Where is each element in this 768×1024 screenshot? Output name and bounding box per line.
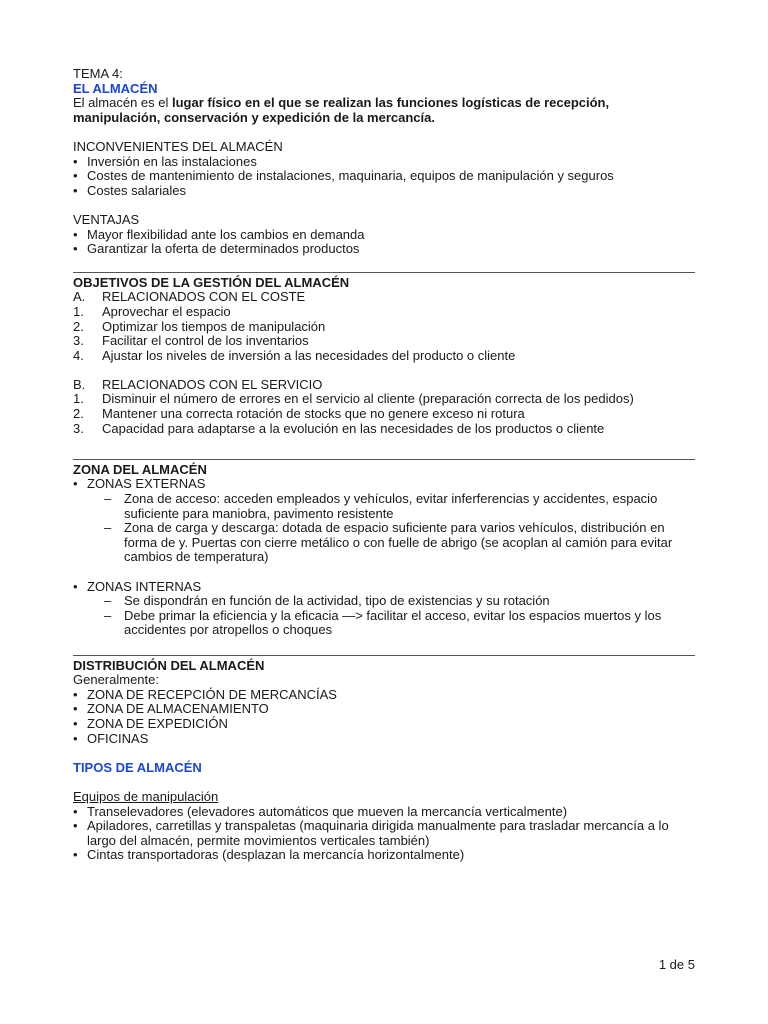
list-item: • Apiladores, carretillas y transpaletas (maquinaria dirigida manualmente para trasladar mercancía a lo largo del almacén, permite movimientos verticales también) [73, 818, 669, 848]
document-page [73, 67, 695, 863]
page-title: EL ALMACÉN [73, 80, 158, 96]
tema-label: TEMA 4: [73, 66, 123, 81]
group-b-label: B. RELACIONADOS CON EL SERVICIO [73, 376, 323, 392]
page-number: 1 de 5 [658, 957, 695, 972]
list-item: • Costes de mantenimiento de instalaciones, maquinaria, equipos de manipulación y seguros [73, 168, 614, 184]
list-item: 3. Facilitar el control de los inventarios [73, 333, 309, 349]
list-item: • ZONA DE EXPEDICIÓN [73, 715, 228, 731]
list-item: • ZONA DE RECEPCIÓN DE MERCANCÍAS [73, 686, 337, 702]
list-item: 3. Capacidad para adaptarse a la evolución en las necesidades de los productos o cliente [73, 420, 605, 436]
list-item: • Transelevadores (elevadores automáticos que mueven la mercancía verticalmente) [73, 803, 568, 819]
list-item: – Debe primar la eficiencia y la eficacia —> facilitar el acceso, evitar los espacios muertos y los accidentes por atropellos o choques [104, 607, 662, 638]
distribucion-heading: DISTRIBUCIÓN DEL ALMACÉN [73, 657, 265, 673]
list-item: – Zona de carga y descarga: dotada de espacio suficiente para varios vehículos, distribución en forma de y. Puertas con cierre metálico o con fuelle de abrigo (se acoplan al camión para evitar cambios de temperatura) [104, 520, 673, 565]
list-item: 1. Disminuir el número de errores en el servicio al cliente (preparación correcta de los pedidos) [73, 391, 634, 407]
list-item: • Costes salariales [73, 182, 186, 198]
ventajas-heading: VENTAJAS [73, 211, 140, 227]
intro-prefix: El almacén es el [73, 95, 172, 111]
zonas-internas-label: • ZONAS INTERNAS [73, 578, 202, 594]
distribucion-lead: Generalmente: [73, 672, 159, 688]
zona-heading: ZONA DEL ALMACÉN [73, 461, 207, 477]
list-item: • OFICINAS [73, 730, 149, 746]
list-item: • Mayor flexibilidad ante los cambios en demanda [73, 226, 365, 242]
tipos-heading: TIPOS DE ALMACÉN [73, 759, 202, 775]
zonas-externas-label: • ZONAS EXTERNAS [73, 476, 206, 492]
intro-paragraph [73, 96, 695, 125]
section-divider [73, 655, 695, 656]
list-item: • ZONA DE ALMACENAMIENTO [73, 701, 269, 717]
list-item: 4. Ajustar los niveles de inversión a las necesidades del producto o cliente [73, 347, 516, 363]
objetivos-heading: OBJETIVOS DE LA GESTIÓN DEL ALMACÉN [73, 274, 350, 290]
ventajas-list [73, 228, 695, 257]
intro-bold-2: manipulación, conservación y expedición de la mercancía. [73, 109, 435, 125]
list-item: – Zona de acceso: acceden empleados y vehículos, evitar inferferencias y accidentes, espacio suficiente para maniobra, pavimento resistente [104, 491, 658, 521]
list-item: – Se dispondrán en función de la actividad, tipo de existencias y su rotación [104, 593, 550, 609]
list-item: 1. Aprovechar el espacio [73, 303, 231, 319]
list-item: • Inversión en las instalaciones [73, 153, 257, 169]
list-item: • Garantizar la oferta de determinados productos [73, 241, 360, 257]
tipos-subheading: Equipos de manipulación [73, 788, 219, 804]
list-item: 2. Optimizar los tiempos de manipulación [73, 318, 326, 334]
inconvenientes-list [73, 155, 695, 199]
section-divider [73, 272, 695, 273]
group-a-label: A. RELACIONADOS CON EL COSTE [73, 289, 306, 305]
inconvenientes-heading: INCONVENIENTES DEL ALMACÉN [73, 138, 283, 154]
section-divider [73, 459, 695, 460]
intro-bold-1: lugar físico en el que se realizan las funciones logísticas de recepción, [172, 95, 610, 111]
list-item: 2. Mantener una correcta rotación de stocks que no genere exceso ni rotura [73, 406, 525, 422]
list-item: • Cintas transportadoras (desplazan la mercancía horizontalmente) [73, 847, 465, 863]
